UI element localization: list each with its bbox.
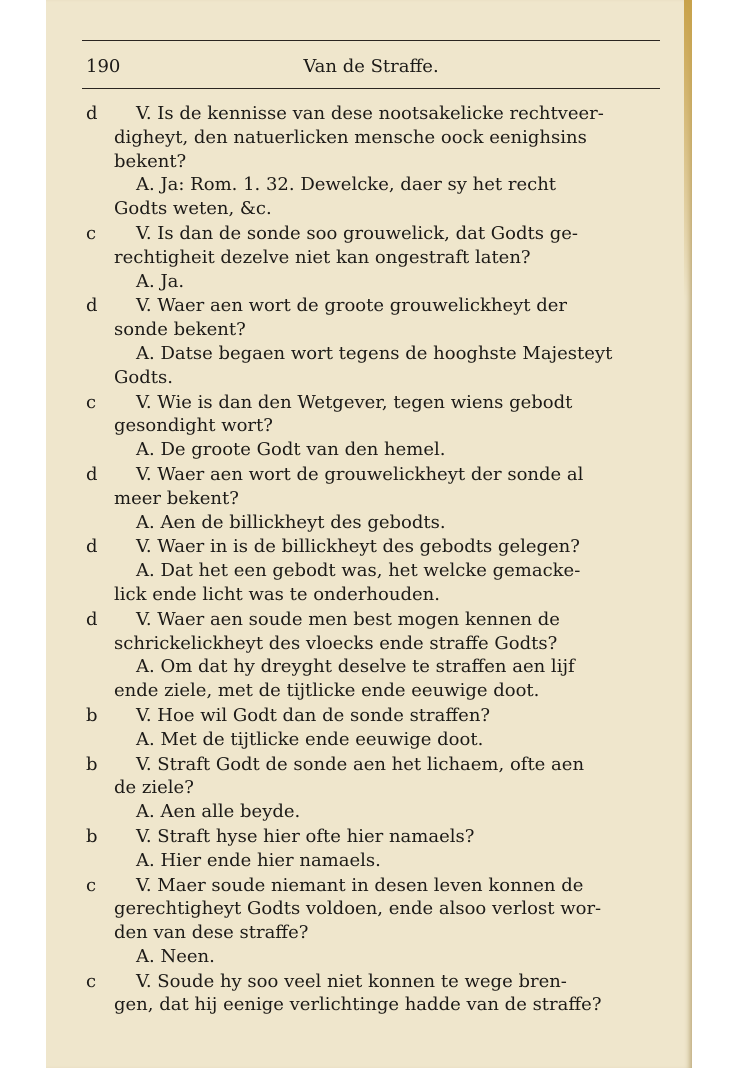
answer-line: Godts weten, &c.	[114, 198, 272, 220]
running-header	[82, 52, 660, 82]
qa-entry	[86, 970, 666, 1018]
question	[86, 704, 666, 728]
question	[86, 102, 666, 173]
question-line: V. Waer aen wort de grouwelickheyt der sonde al	[136, 463, 584, 485]
question-line: gesondight wort?	[114, 415, 273, 437]
question-line: meer bekent?	[114, 487, 239, 509]
answer-line: A. Dat het een gebodt was, het welcke gemacke-	[136, 560, 581, 582]
answer-line: A. Aen de billickheyt des gebodts.	[136, 511, 446, 533]
margin-mark: b	[86, 753, 98, 775]
answer	[86, 800, 666, 824]
qa-entry	[86, 753, 666, 824]
question	[86, 391, 666, 439]
answer	[86, 559, 666, 607]
margin-mark: d	[86, 295, 98, 317]
answer	[86, 438, 666, 462]
question-line: sonde bekent?	[114, 319, 246, 341]
question-line: V. Waer aen wort de groote grouwelickheyt der	[136, 295, 568, 317]
question-line: V. Soude hy soo veel niet konnen te wege bren-	[136, 970, 567, 992]
answer	[86, 655, 666, 703]
answer	[86, 945, 666, 969]
question-line: V. Waer in is de billickheyt des gebodts gelegen?	[136, 536, 580, 558]
question-line: gen, dat hij eenige verlichtinge hadde van de straffe?	[114, 994, 602, 1016]
answer-line: lick ende licht was te onderhouden.	[114, 583, 440, 605]
question	[86, 825, 666, 849]
qa-entry	[86, 608, 666, 703]
qa-entry	[86, 102, 666, 221]
margin-mark: c	[86, 970, 97, 992]
question	[86, 222, 666, 270]
running-title: Van de Straffe.	[303, 56, 439, 77]
qa-entry	[86, 294, 666, 389]
question-line: V. Maer soude niemant in desen leven konnen de	[136, 874, 584, 896]
answer-line: A. Ja: Rom. 1. 32. Dewelcke, daer sy het recht	[136, 174, 557, 196]
margin-mark: c	[86, 391, 97, 413]
answer-line: A. Neen.	[136, 945, 215, 967]
question-line: den van dese straffe?	[114, 922, 309, 944]
margin-mark: d	[86, 463, 98, 485]
answer	[86, 270, 666, 294]
answer	[86, 173, 666, 221]
qa-entry	[86, 535, 666, 606]
question-line: de ziele?	[114, 777, 194, 799]
header-rule-bottom	[82, 88, 660, 89]
question	[86, 463, 666, 511]
answer	[86, 342, 666, 390]
margin-mark: d	[86, 103, 98, 124]
answer-line: ende ziele, met de tijtlicke ende eeuwige doot.	[114, 680, 540, 702]
margin-mark: c	[86, 874, 97, 896]
page-number: 190	[86, 56, 121, 77]
answer-line: A. Hier ende hier namaels.	[136, 849, 381, 871]
answer	[86, 511, 666, 535]
margin-mark: b	[86, 704, 98, 726]
question	[86, 874, 666, 945]
question-line: V. Straft hyse hier ofte hier namaels?	[136, 825, 475, 847]
question	[86, 535, 666, 559]
catechism-text	[86, 102, 666, 1018]
qa-entry	[86, 463, 666, 534]
question-line: schrickelickheyt des vloecks ende straffe Godts?	[114, 632, 558, 654]
question-line: V. Wie is dan den Wetgever, tegen wiens gebodt	[136, 391, 573, 413]
margin-mark: d	[86, 608, 98, 630]
margin-mark: d	[86, 536, 98, 558]
qa-entry	[86, 222, 666, 293]
answer	[86, 849, 666, 873]
question-line: V. Straft Godt de sonde aen het lichaem, ofte aen	[136, 753, 585, 775]
question	[86, 608, 666, 656]
question-line: gerechtigheyt Godts voldoen, ende alsoo verlost wor-	[114, 898, 602, 920]
answer-line: A. De groote Godt van den hemel.	[136, 439, 446, 461]
question-line: rechtigheit dezelve niet kan ongestraft laten?	[114, 246, 531, 268]
answer-line: Godts.	[114, 366, 173, 388]
margin-mark: c	[86, 222, 97, 244]
header-rule-top	[82, 40, 660, 41]
answer-line: A. Datse begaen wort tegens de hooghste Majesteyt	[136, 342, 613, 364]
qa-entry	[86, 874, 666, 969]
page-edge-stain	[684, 0, 692, 300]
qa-entry	[86, 704, 666, 752]
question-line: V. Hoe wil Godt dan de sonde straffen?	[136, 704, 491, 726]
answer-line: A. Ja.	[136, 270, 185, 292]
question	[86, 970, 666, 1018]
question-line: V. Is de kennisse van dese nootsakelicke rechtveer-	[136, 103, 604, 124]
question-line: digheyt, den natuerlicken mensche oock eenighsins	[114, 126, 587, 148]
answer-line: A. Om dat hy dreyght deselve te straffen aen lijf	[136, 656, 575, 678]
question-line: bekent?	[114, 150, 187, 172]
question-line: V. Is dan de sonde soo grouwelick, dat Godts ge-	[136, 222, 578, 244]
question	[86, 753, 666, 801]
question	[86, 294, 666, 342]
margin-mark: b	[86, 825, 98, 847]
answer	[86, 728, 666, 752]
answer-line: A. Aen alle beyde.	[136, 801, 301, 823]
answer-line: A. Met de tijtlicke ende eeuwige doot.	[136, 728, 484, 750]
question-line: V. Waer aen soude men best mogen kennen de	[136, 608, 560, 630]
qa-entry	[86, 391, 666, 462]
qa-entry	[86, 825, 666, 873]
